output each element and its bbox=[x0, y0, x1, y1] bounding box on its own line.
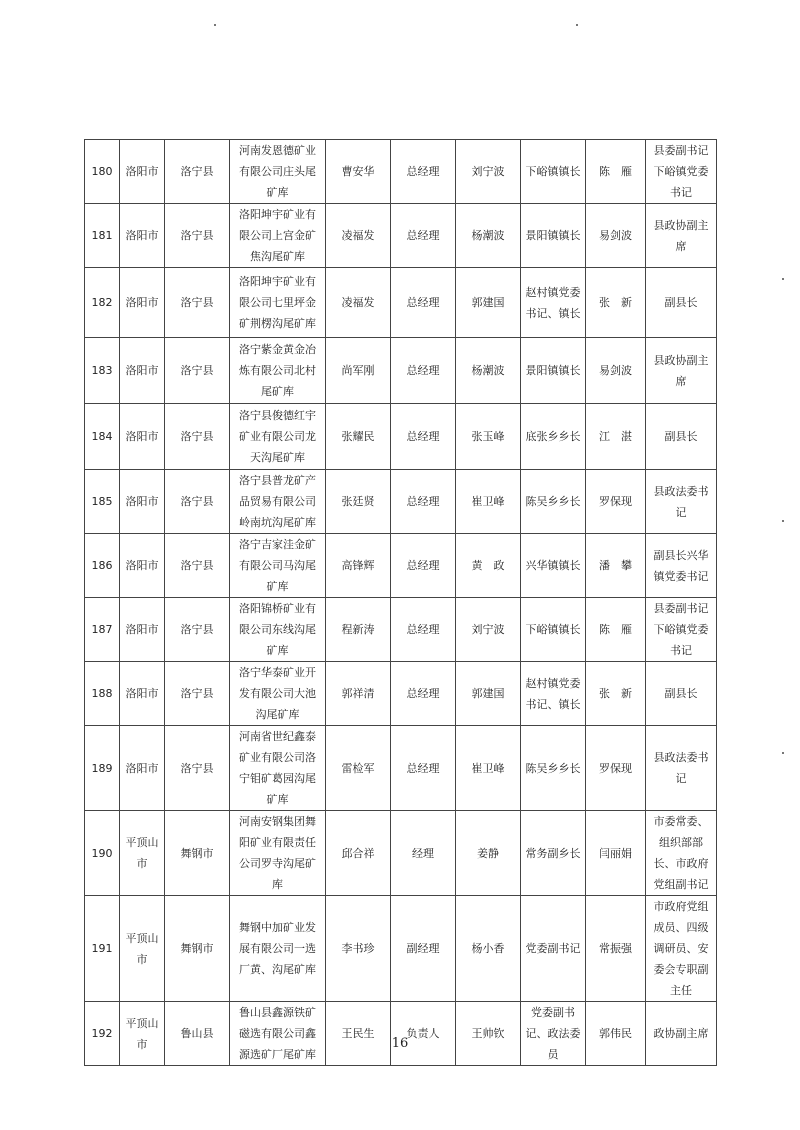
enterprise-title-cell: 经理 bbox=[391, 811, 456, 896]
county-cell: 洛宁县 bbox=[165, 726, 230, 811]
enterprise-person-cell: 程新涛 bbox=[326, 598, 391, 662]
county-official-cell: 陈 雁 bbox=[586, 598, 646, 662]
town-official-cell: 崔卫峰 bbox=[456, 470, 521, 534]
county-title-cell: 市政府党组成员、四级调研员、安委会专职副主任 bbox=[646, 896, 717, 1002]
row-number: 183 bbox=[85, 338, 120, 404]
city-cell: 洛阳市 bbox=[120, 204, 165, 268]
row-number: 187 bbox=[85, 598, 120, 662]
company-cell: 鲁山县鑫源铁矿磁选有限公司鑫源选矿厂尾矿库 bbox=[230, 1002, 326, 1066]
enterprise-person-cell: 曹安华 bbox=[326, 140, 391, 204]
town-official-cell: 刘宁波 bbox=[456, 598, 521, 662]
county-title-cell: 政协副主席 bbox=[646, 1002, 717, 1066]
county-cell: 舞钢市 bbox=[165, 811, 230, 896]
town-official-cell: 杨潮波 bbox=[456, 338, 521, 404]
county-title-cell: 县政协副主席 bbox=[646, 204, 717, 268]
town-title-cell: 赵村镇党委书记、镇长 bbox=[521, 268, 586, 338]
county-official-cell: 江 湛 bbox=[586, 404, 646, 470]
enterprise-person-cell: 李书珍 bbox=[326, 896, 391, 1002]
city-cell: 洛阳市 bbox=[120, 338, 165, 404]
county-title-cell: 副县长 bbox=[646, 268, 717, 338]
town-title-cell: 下峪镇镇长 bbox=[521, 598, 586, 662]
row-number: 186 bbox=[85, 534, 120, 598]
enterprise-person-cell: 雷检军 bbox=[326, 726, 391, 811]
county-cell: 洛宁县 bbox=[165, 662, 230, 726]
scan-mark bbox=[214, 24, 216, 26]
town-title-cell: 党委副书记 bbox=[521, 896, 586, 1002]
enterprise-person-cell: 张耀民 bbox=[326, 404, 391, 470]
enterprise-title-cell: 总经理 bbox=[391, 598, 456, 662]
county-official-cell: 易剑波 bbox=[586, 338, 646, 404]
scan-mark bbox=[782, 278, 784, 280]
enterprise-title-cell: 总经理 bbox=[391, 726, 456, 811]
table-row bbox=[85, 896, 717, 1002]
enterprise-person-cell: 郭祥清 bbox=[326, 662, 391, 726]
county-title-cell: 县政法委书记 bbox=[646, 470, 717, 534]
scan-mark bbox=[576, 24, 578, 26]
row-number: 181 bbox=[85, 204, 120, 268]
county-title-cell: 副县长 bbox=[646, 662, 717, 726]
company-cell: 舞钢中加矿业发展有限公司一选厂黄、沟尾矿库 bbox=[230, 896, 326, 1002]
company-cell: 洛宁吉家洼金矿有限公司马沟尾矿库 bbox=[230, 534, 326, 598]
enterprise-person-cell: 凌福发 bbox=[326, 204, 391, 268]
table-row bbox=[85, 470, 717, 534]
county-cell: 鲁山县 bbox=[165, 1002, 230, 1066]
row-number: 180 bbox=[85, 140, 120, 204]
county-cell: 洛宁县 bbox=[165, 404, 230, 470]
town-title-cell: 陈吴乡乡长 bbox=[521, 726, 586, 811]
city-cell: 洛阳市 bbox=[120, 140, 165, 204]
city-cell: 平顶山市 bbox=[120, 896, 165, 1002]
county-cell: 洛宁县 bbox=[165, 204, 230, 268]
row-number: 191 bbox=[85, 896, 120, 1002]
county-cell: 洛宁县 bbox=[165, 534, 230, 598]
town-official-cell: 崔卫峰 bbox=[456, 726, 521, 811]
county-title-cell: 副县长 bbox=[646, 404, 717, 470]
county-title-cell: 县政协副主席 bbox=[646, 338, 717, 404]
town-title-cell: 陈吴乡乡长 bbox=[521, 470, 586, 534]
company-cell: 洛宁紫金黄金冶炼有限公司北村尾矿库 bbox=[230, 338, 326, 404]
county-title-cell: 市委常委、组织部部长、市政府党组副书记 bbox=[646, 811, 717, 896]
town-official-cell: 王帅钦 bbox=[456, 1002, 521, 1066]
table-row bbox=[85, 1002, 717, 1066]
table-row bbox=[85, 662, 717, 726]
county-official-cell: 潘 攀 bbox=[586, 534, 646, 598]
county-official-cell: 郭伟民 bbox=[586, 1002, 646, 1066]
row-number: 190 bbox=[85, 811, 120, 896]
enterprise-person-cell: 高锋辉 bbox=[326, 534, 391, 598]
row-number: 188 bbox=[85, 662, 120, 726]
county-official-cell: 闫丽娟 bbox=[586, 811, 646, 896]
city-cell: 洛阳市 bbox=[120, 404, 165, 470]
town-title-cell: 景阳镇镇长 bbox=[521, 204, 586, 268]
county-cell: 洛宁县 bbox=[165, 598, 230, 662]
table-row bbox=[85, 726, 717, 811]
table-row bbox=[85, 268, 717, 338]
table-row bbox=[85, 204, 717, 268]
city-cell: 洛阳市 bbox=[120, 470, 165, 534]
county-official-cell: 张 新 bbox=[586, 268, 646, 338]
enterprise-person-cell: 邱合祥 bbox=[326, 811, 391, 896]
enterprise-title-cell: 总经理 bbox=[391, 338, 456, 404]
city-cell: 洛阳市 bbox=[120, 662, 165, 726]
enterprise-title-cell: 总经理 bbox=[391, 470, 456, 534]
town-title-cell: 党委副书记、政法委员 bbox=[521, 1002, 586, 1066]
row-number: 185 bbox=[85, 470, 120, 534]
city-cell: 平顶山市 bbox=[120, 811, 165, 896]
county-cell: 洛宁县 bbox=[165, 338, 230, 404]
town-official-cell: 杨潮波 bbox=[456, 204, 521, 268]
town-official-cell: 黄 政 bbox=[456, 534, 521, 598]
town-official-cell: 郭建国 bbox=[456, 662, 521, 726]
company-cell: 洛阳锦桥矿业有限公司东线沟尾矿库 bbox=[230, 598, 326, 662]
county-official-cell: 常振强 bbox=[586, 896, 646, 1002]
enterprise-title-cell: 总经理 bbox=[391, 204, 456, 268]
city-cell: 洛阳市 bbox=[120, 268, 165, 338]
table-row bbox=[85, 338, 717, 404]
scan-mark bbox=[782, 752, 784, 754]
town-title-cell: 底张乡乡长 bbox=[521, 404, 586, 470]
county-official-cell: 罗保现 bbox=[586, 726, 646, 811]
city-cell: 平顶山市 bbox=[120, 1002, 165, 1066]
company-cell: 洛阳坤宇矿业有限公司上宫金矿焦沟尾矿库 bbox=[230, 204, 326, 268]
town-title-cell: 下峪镇镇长 bbox=[521, 140, 586, 204]
town-title-cell: 兴华镇镇长 bbox=[521, 534, 586, 598]
city-cell: 洛阳市 bbox=[120, 598, 165, 662]
enterprise-title-cell: 总经理 bbox=[391, 268, 456, 338]
enterprise-person-cell: 王民生 bbox=[326, 1002, 391, 1066]
city-cell: 洛阳市 bbox=[120, 534, 165, 598]
town-official-cell: 张玉峰 bbox=[456, 404, 521, 470]
table-row bbox=[85, 534, 717, 598]
enterprise-title-cell: 总经理 bbox=[391, 140, 456, 204]
town-title-cell: 赵村镇党委书记、镇长 bbox=[521, 662, 586, 726]
enterprise-person-cell: 凌福发 bbox=[326, 268, 391, 338]
enterprise-person-cell: 张廷贤 bbox=[326, 470, 391, 534]
table-row bbox=[85, 598, 717, 662]
table-row bbox=[85, 811, 717, 896]
row-number: 184 bbox=[85, 404, 120, 470]
town-official-cell: 郭建国 bbox=[456, 268, 521, 338]
town-title-cell: 景阳镇镇长 bbox=[521, 338, 586, 404]
scan-mark bbox=[782, 520, 784, 522]
county-official-cell: 张 新 bbox=[586, 662, 646, 726]
city-cell: 洛阳市 bbox=[120, 726, 165, 811]
county-title-cell: 县委副书记下峪镇党委书记 bbox=[646, 598, 717, 662]
table-row bbox=[85, 404, 717, 470]
company-cell: 河南发恩德矿业有限公司庄头尾矿库 bbox=[230, 140, 326, 204]
row-number: 192 bbox=[85, 1002, 120, 1066]
enterprise-person-cell: 尚军刚 bbox=[326, 338, 391, 404]
company-cell: 洛阳坤宇矿业有限公司七里坪金矿荆楞沟尾矿库 bbox=[230, 268, 326, 338]
county-cell: 洛宁县 bbox=[165, 140, 230, 204]
company-cell: 洛宁县俊德红宇矿业有限公司龙天沟尾矿库 bbox=[230, 404, 326, 470]
county-official-cell: 易剑波 bbox=[586, 204, 646, 268]
page-number: 16 bbox=[391, 1036, 409, 1051]
county-official-cell: 罗保现 bbox=[586, 470, 646, 534]
county-title-cell: 县委副书记下峪镇党委书记 bbox=[646, 140, 717, 204]
town-official-cell: 姜静 bbox=[456, 811, 521, 896]
enterprise-title-cell: 负责人 bbox=[391, 1002, 456, 1066]
enterprise-title-cell: 总经理 bbox=[391, 662, 456, 726]
company-cell: 洛宁华泰矿业开发有限公司大池沟尾矿库 bbox=[230, 662, 326, 726]
company-cell: 洛宁县普龙矿产品贸易有限公司岭南坑沟尾矿库 bbox=[230, 470, 326, 534]
county-title-cell: 副县长兴华镇党委书记 bbox=[646, 534, 717, 598]
town-official-cell: 杨小香 bbox=[456, 896, 521, 1002]
enterprise-title-cell: 总经理 bbox=[391, 534, 456, 598]
town-official-cell: 刘宁波 bbox=[456, 140, 521, 204]
county-title-cell: 县政法委书记 bbox=[646, 726, 717, 811]
enterprise-title-cell: 副经理 bbox=[391, 896, 456, 1002]
county-official-cell: 陈 雁 bbox=[586, 140, 646, 204]
county-cell: 舞钢市 bbox=[165, 896, 230, 1002]
row-number: 189 bbox=[85, 726, 120, 811]
table-body bbox=[85, 140, 717, 1066]
county-cell: 洛宁县 bbox=[165, 268, 230, 338]
town-title-cell: 常务副乡长 bbox=[521, 811, 586, 896]
county-cell: 洛宁县 bbox=[165, 470, 230, 534]
table-row bbox=[85, 140, 717, 204]
enterprise-title-cell: 总经理 bbox=[391, 404, 456, 470]
officials-table bbox=[84, 139, 717, 1066]
company-cell: 河南省世纪鑫泰矿业有限公司洛宁钼矿葛园沟尾矿库 bbox=[230, 726, 326, 811]
company-cell: 河南安钢集团舞阳矿业有限责任公司罗寺沟尾矿库 bbox=[230, 811, 326, 896]
row-number: 182 bbox=[85, 268, 120, 338]
